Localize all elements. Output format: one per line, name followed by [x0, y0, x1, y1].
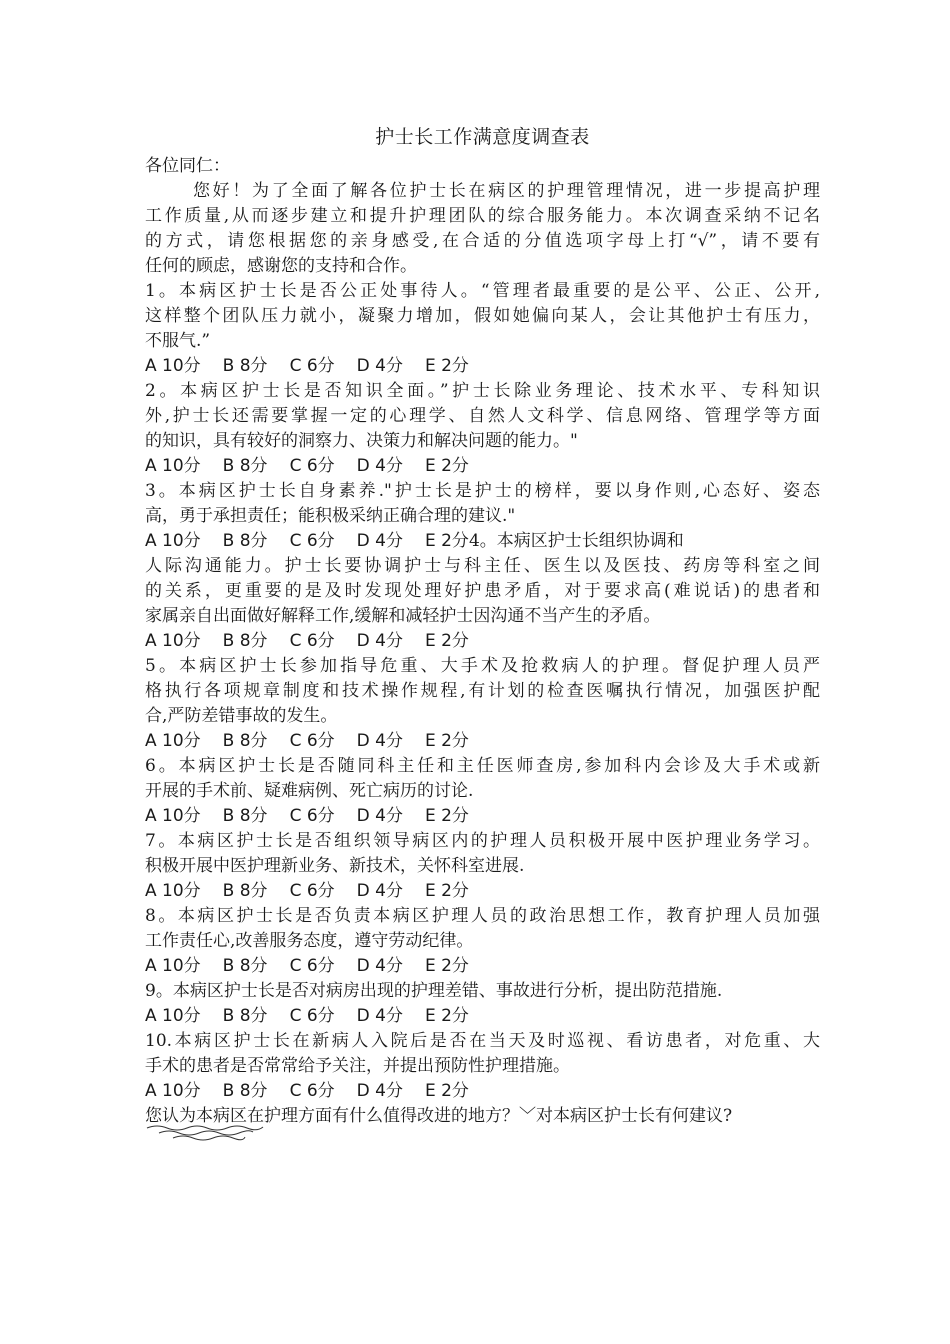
question-1-line-3: 不服气.”: [145, 331, 211, 351]
question-3-line-1: 3。本病区护士长自身素养."护士长是护士的榜样，要以身作则,心态好、姿态: [145, 481, 820, 501]
option-a[interactable]: A 10分: [145, 1006, 201, 1026]
document-page: [145, 120, 820, 1129]
option-d[interactable]: D 4分: [356, 631, 403, 651]
question-6-line-1: 6。本病区护士长是否随同科主任和主任医师查房,参加科内会诊及大手术或新: [145, 756, 820, 776]
option-e[interactable]: E 2分: [424, 631, 469, 651]
question-6-line-2: 开展的手术前、疑难病例、死亡病历的讨论.: [145, 781, 474, 801]
option-c[interactable]: C 6分: [289, 956, 335, 976]
option-e[interactable]: E 2分: [424, 1081, 469, 1101]
option-c[interactable]: C 6分: [289, 456, 335, 476]
option-b[interactable]: B 8分: [222, 456, 268, 476]
question-7-line-1: 7。本病区护士长是否组织领导病区内的护理人员积极开展中医护理业务学习。: [145, 831, 820, 851]
question-10-line-2: 手术的患者是否常常给予关注，并提出预防性护理措施。: [145, 1056, 570, 1076]
question-9-options: [145, 1004, 820, 1029]
intro-line-3: 的方式，请您根据您的亲身感受,在合适的分值选项字母上打“√”，请不要有: [145, 231, 820, 251]
option-e[interactable]: E 2分: [424, 1006, 469, 1026]
question-4-start: 4。本病区护士长组织协调和: [468, 531, 684, 551]
option-d[interactable]: D 4分: [356, 356, 403, 376]
option-e[interactable]: E 2分: [424, 881, 469, 901]
option-c[interactable]: C 6分: [289, 531, 335, 551]
intro-line-4: 任何的顾虑，感谢您的支持和合作。: [145, 256, 417, 276]
question-3-options: [145, 529, 820, 554]
wavy-underline-scribble: [145, 1122, 270, 1144]
question-7-line-2: 积极开展中医护理新业务、新技术，关怀科室进展.: [145, 856, 525, 876]
question-4-line-2: 的关系，更重要的是及时发现处理好护患矛盾，对于要求高(难说话)的患者和: [145, 581, 820, 601]
question-5-line-3: 合,严防差错事故的发生。: [145, 706, 338, 726]
option-d[interactable]: D 4分: [356, 731, 403, 751]
question-6-options: [145, 804, 820, 829]
option-e[interactable]: E 2分: [424, 456, 469, 476]
question-1-options: [145, 354, 820, 379]
option-a[interactable]: A 10分: [145, 956, 201, 976]
option-d[interactable]: D 4分: [356, 881, 403, 901]
question-2-line-1: 2。本病区护士长是否知识全面。”护士长除业务理论、技术水平、专科知识: [145, 381, 820, 401]
option-b[interactable]: B 8分: [222, 1006, 268, 1026]
option-d[interactable]: D 4分: [356, 456, 403, 476]
option-a[interactable]: A 10分: [145, 631, 201, 651]
question-7-options: [145, 879, 820, 904]
question-8-line-2: 工作责任心,改善服务态度，遵守劳动纪律。: [145, 931, 474, 951]
option-b[interactable]: B 8分: [222, 631, 268, 651]
intro-line-1: 您好！为了全面了解各位护士长在病区的护理管理情况，进一步提高护理: [193, 181, 820, 201]
option-c[interactable]: C 6分: [289, 1081, 335, 1101]
question-2-options: [145, 454, 820, 479]
option-b[interactable]: B 8分: [222, 1081, 268, 1101]
option-d[interactable]: D 4分: [356, 1081, 403, 1101]
question-2-line-2: 外,护士长还需要掌握一定的心理学、自然人文科学、信息网络、管理学等方面: [145, 406, 820, 426]
option-e[interactable]: E 2分: [424, 531, 469, 551]
option-a[interactable]: A 10分: [145, 881, 201, 901]
option-d[interactable]: D 4分: [356, 806, 403, 826]
question-5-options: [145, 729, 820, 754]
question-2-line-3: 的知识，具有较好的洞察力、决策力和解决问题的能力。": [145, 431, 578, 451]
question-1-line-2: 这样整个团队压力就小，凝聚力增加，假如她偏向某人，会让其他护士有压力，: [145, 306, 820, 326]
closing-question: 您认为本病区在护理方面有什么值得改进的地方？﹀对本病区护士长有何建议?: [145, 1106, 733, 1126]
option-a[interactable]: A 10分: [145, 456, 201, 476]
option-e[interactable]: E 2分: [424, 356, 469, 376]
option-b[interactable]: B 8分: [222, 881, 268, 901]
option-d[interactable]: D 4分: [356, 531, 403, 551]
document-title: 护士长工作满意度调查表: [375, 126, 590, 148]
question-3-line-2: 高，勇于承担责任；能积极采纳正确合理的建议.": [145, 506, 516, 526]
question-4-line-1: 人际沟通能力。护士长要协调护士与科主任、医生以及医技、药房等科室之间: [145, 556, 820, 576]
option-a[interactable]: A 10分: [145, 531, 201, 551]
question-4-line-3: 家属亲自出面做好解释工作,缓解和减轻护士因沟通不当产生的矛盾。: [145, 606, 661, 626]
greeting: 各位同仁：: [145, 156, 230, 176]
intro-line-2: 工作质量,从而逐步建立和提升护理团队的综合服务能力。本次调查采纳不记名: [145, 206, 820, 226]
question-4-options: [145, 629, 820, 654]
option-d[interactable]: D 4分: [356, 956, 403, 976]
option-b[interactable]: B 8分: [222, 956, 268, 976]
option-e[interactable]: E 2分: [424, 806, 469, 826]
option-b[interactable]: B 8分: [222, 356, 268, 376]
question-8-line-1: 8。本病区护士长是否负责本病区护理人员的政治思想工作，教育护理人员加强: [145, 906, 820, 926]
option-b[interactable]: B 8分: [222, 806, 268, 826]
option-b[interactable]: B 8分: [222, 531, 268, 551]
option-c[interactable]: C 6分: [289, 1006, 335, 1026]
question-1-line-1: 1。本病区护士长是否公正处事待人。“管理者最重要的是公平、公正、公开,: [145, 281, 820, 301]
option-c[interactable]: C 6分: [289, 356, 335, 376]
option-a[interactable]: A 10分: [145, 806, 201, 826]
question-5-line-1: 5。本病区护士长参加指导危重、大手术及抢救病人的护理。督促护理人员严: [145, 656, 820, 676]
option-e[interactable]: E 2分: [424, 731, 469, 751]
option-a[interactable]: A 10分: [145, 731, 201, 751]
question-10-options: [145, 1079, 820, 1104]
question-10-line-1: 10.本病区护士长在新病人入院后是否在当天及时巡视、看访患者，对危重、大: [145, 1031, 820, 1051]
question-9-line-1: 9。本病区护士长是否对病房出现的护理差错、事故进行分析，提出防范措施.: [145, 981, 723, 1001]
question-8-options: [145, 954, 820, 979]
option-c[interactable]: C 6分: [289, 881, 335, 901]
option-a[interactable]: A 10分: [145, 1081, 201, 1101]
option-c[interactable]: C 6分: [289, 806, 335, 826]
option-d[interactable]: D 4分: [356, 1006, 403, 1026]
option-b[interactable]: B 8分: [222, 731, 268, 751]
option-a[interactable]: A 10分: [145, 356, 201, 376]
option-c[interactable]: C 6分: [289, 631, 335, 651]
option-c[interactable]: C 6分: [289, 731, 335, 751]
option-e[interactable]: E 2分: [424, 956, 469, 976]
question-5-line-2: 格执行各项规章制度和技术操作规程,有计划的检查医嘱执行情况，加强医护配: [145, 681, 820, 701]
